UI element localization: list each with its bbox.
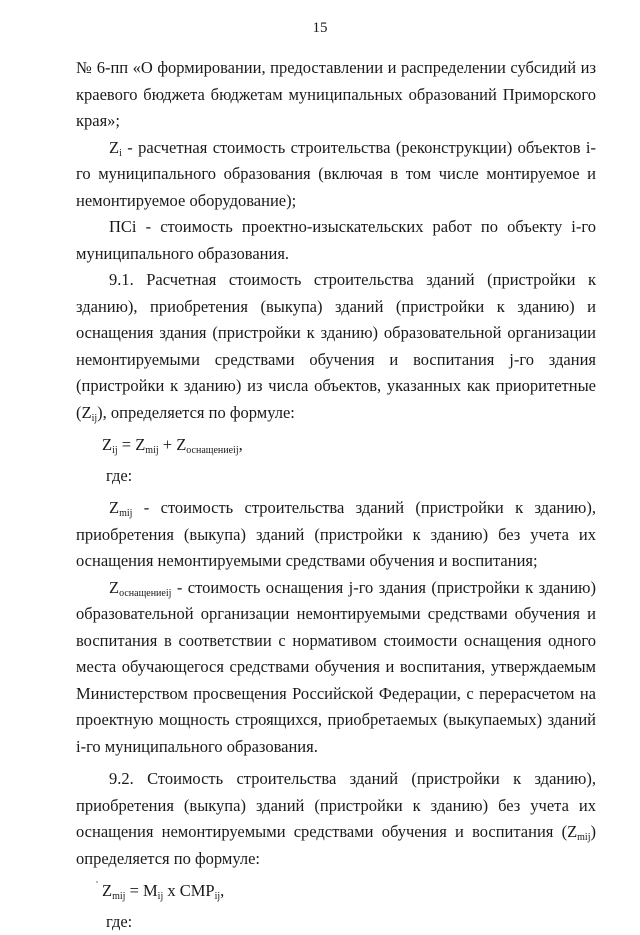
symbol-z: Z xyxy=(109,498,119,517)
document-body xyxy=(76,55,596,935)
symbol-z: Z xyxy=(109,138,119,157)
paragraph-resolution-ref: № 6-пп «О формировании, предоставлении и распределении субсидий из краевого бюджета бюджетам муниципальных образований Приморского края»; xyxy=(76,55,596,135)
formula-term: + Z xyxy=(159,435,187,454)
paragraph-zosnashchenie-definition xyxy=(76,575,596,761)
paragraph-zi-definition xyxy=(76,135,596,215)
paragraph-zmij-definition xyxy=(76,495,596,575)
paragraph-text-end: ) определяется по формуле: xyxy=(76,822,596,868)
formula-subscript: mij xyxy=(112,891,125,902)
formula-subscript: ij xyxy=(215,891,221,902)
definition-text: - стоимость оснащения j-го здания (пристройки к зданию) образовательной организации немонтируемыми средствами обучения и воспитания в соответствии с нормативом стоимости оснащения одного места обучающегося средствами обучения и воспитания, утверждаемым Министерством просвещения Российской Федерации, с перерасчетом на проектную мощность строящихся, приобретаемых (выкупаемых) зданий i-го муниципального образования. xyxy=(76,578,596,756)
formula-term: = M xyxy=(125,881,157,900)
formula-term: = Z xyxy=(118,435,146,454)
formula-term: , xyxy=(220,881,224,900)
definition-text: - стоимость строительства зданий (пристройки к зданию), приобретения (выкупа) зданий (пристройки к зданию) без учета их оснащения немонтируемыми средствами обучения и воспитания; xyxy=(76,498,596,570)
formula-subscript: ij xyxy=(158,891,164,902)
formula-term: x СМР xyxy=(163,881,214,900)
symbol-z: Z xyxy=(109,578,119,597)
where-label: где: xyxy=(76,909,596,935)
symbol-subscript: ij xyxy=(92,413,98,424)
paragraph-text-end: ), определяется по формуле: xyxy=(97,403,295,422)
paragraph-9-1 xyxy=(76,267,596,426)
where-label: где: xyxy=(76,463,596,490)
symbol-subscript: mij xyxy=(119,508,132,519)
paragraph-9-2 xyxy=(76,766,596,872)
formula-subscript: ij xyxy=(112,445,118,456)
definition-text: - расчетная стоимость строительства (реконструкции) объектов i-го муниципального образования (включая в том числе монтируемое и немонтируемое оборудование); xyxy=(76,138,596,210)
formula-term: Z xyxy=(102,881,112,900)
formula-subscript: mij xyxy=(145,445,158,456)
page-number: 15 xyxy=(0,20,640,37)
symbol-subscript: mij xyxy=(577,832,590,843)
paragraph-text: 9.2. Стоимость строительства зданий (пристройки к зданию), приобретения (выкупа) зданий (пристройки к зданию) без учета их оснащения немонтируемыми средствами обучения и воспитания (Z xyxy=(76,769,596,841)
formula-term: , xyxy=(239,435,243,454)
symbol-subscript: i xyxy=(119,148,122,159)
formula-subscript: оснащениеij xyxy=(186,445,238,456)
scan-artifact-dot xyxy=(96,881,98,883)
formula-term: Z xyxy=(102,435,112,454)
symbol-subscript: оснащениеij xyxy=(119,588,171,599)
formula-zmij xyxy=(76,878,596,905)
formula-zij xyxy=(76,432,596,459)
paragraph-psi-definition: ПСi - стоимость проектно-изыскательских работ по объекту i-го муниципального образования. xyxy=(76,214,596,267)
paragraph-text: 9.1. Расчетная стоимость строительства зданий (пристройки к зданию), приобретения (выкупа) зданий (пристройки к зданию) и оснащения здания (пристройки к зданию) образовательной организации немонтируемыми средствами обучения и воспитания j-го здания (пристройки к зданию) из числа объектов, указанных как приоритетные (Z xyxy=(76,270,596,422)
